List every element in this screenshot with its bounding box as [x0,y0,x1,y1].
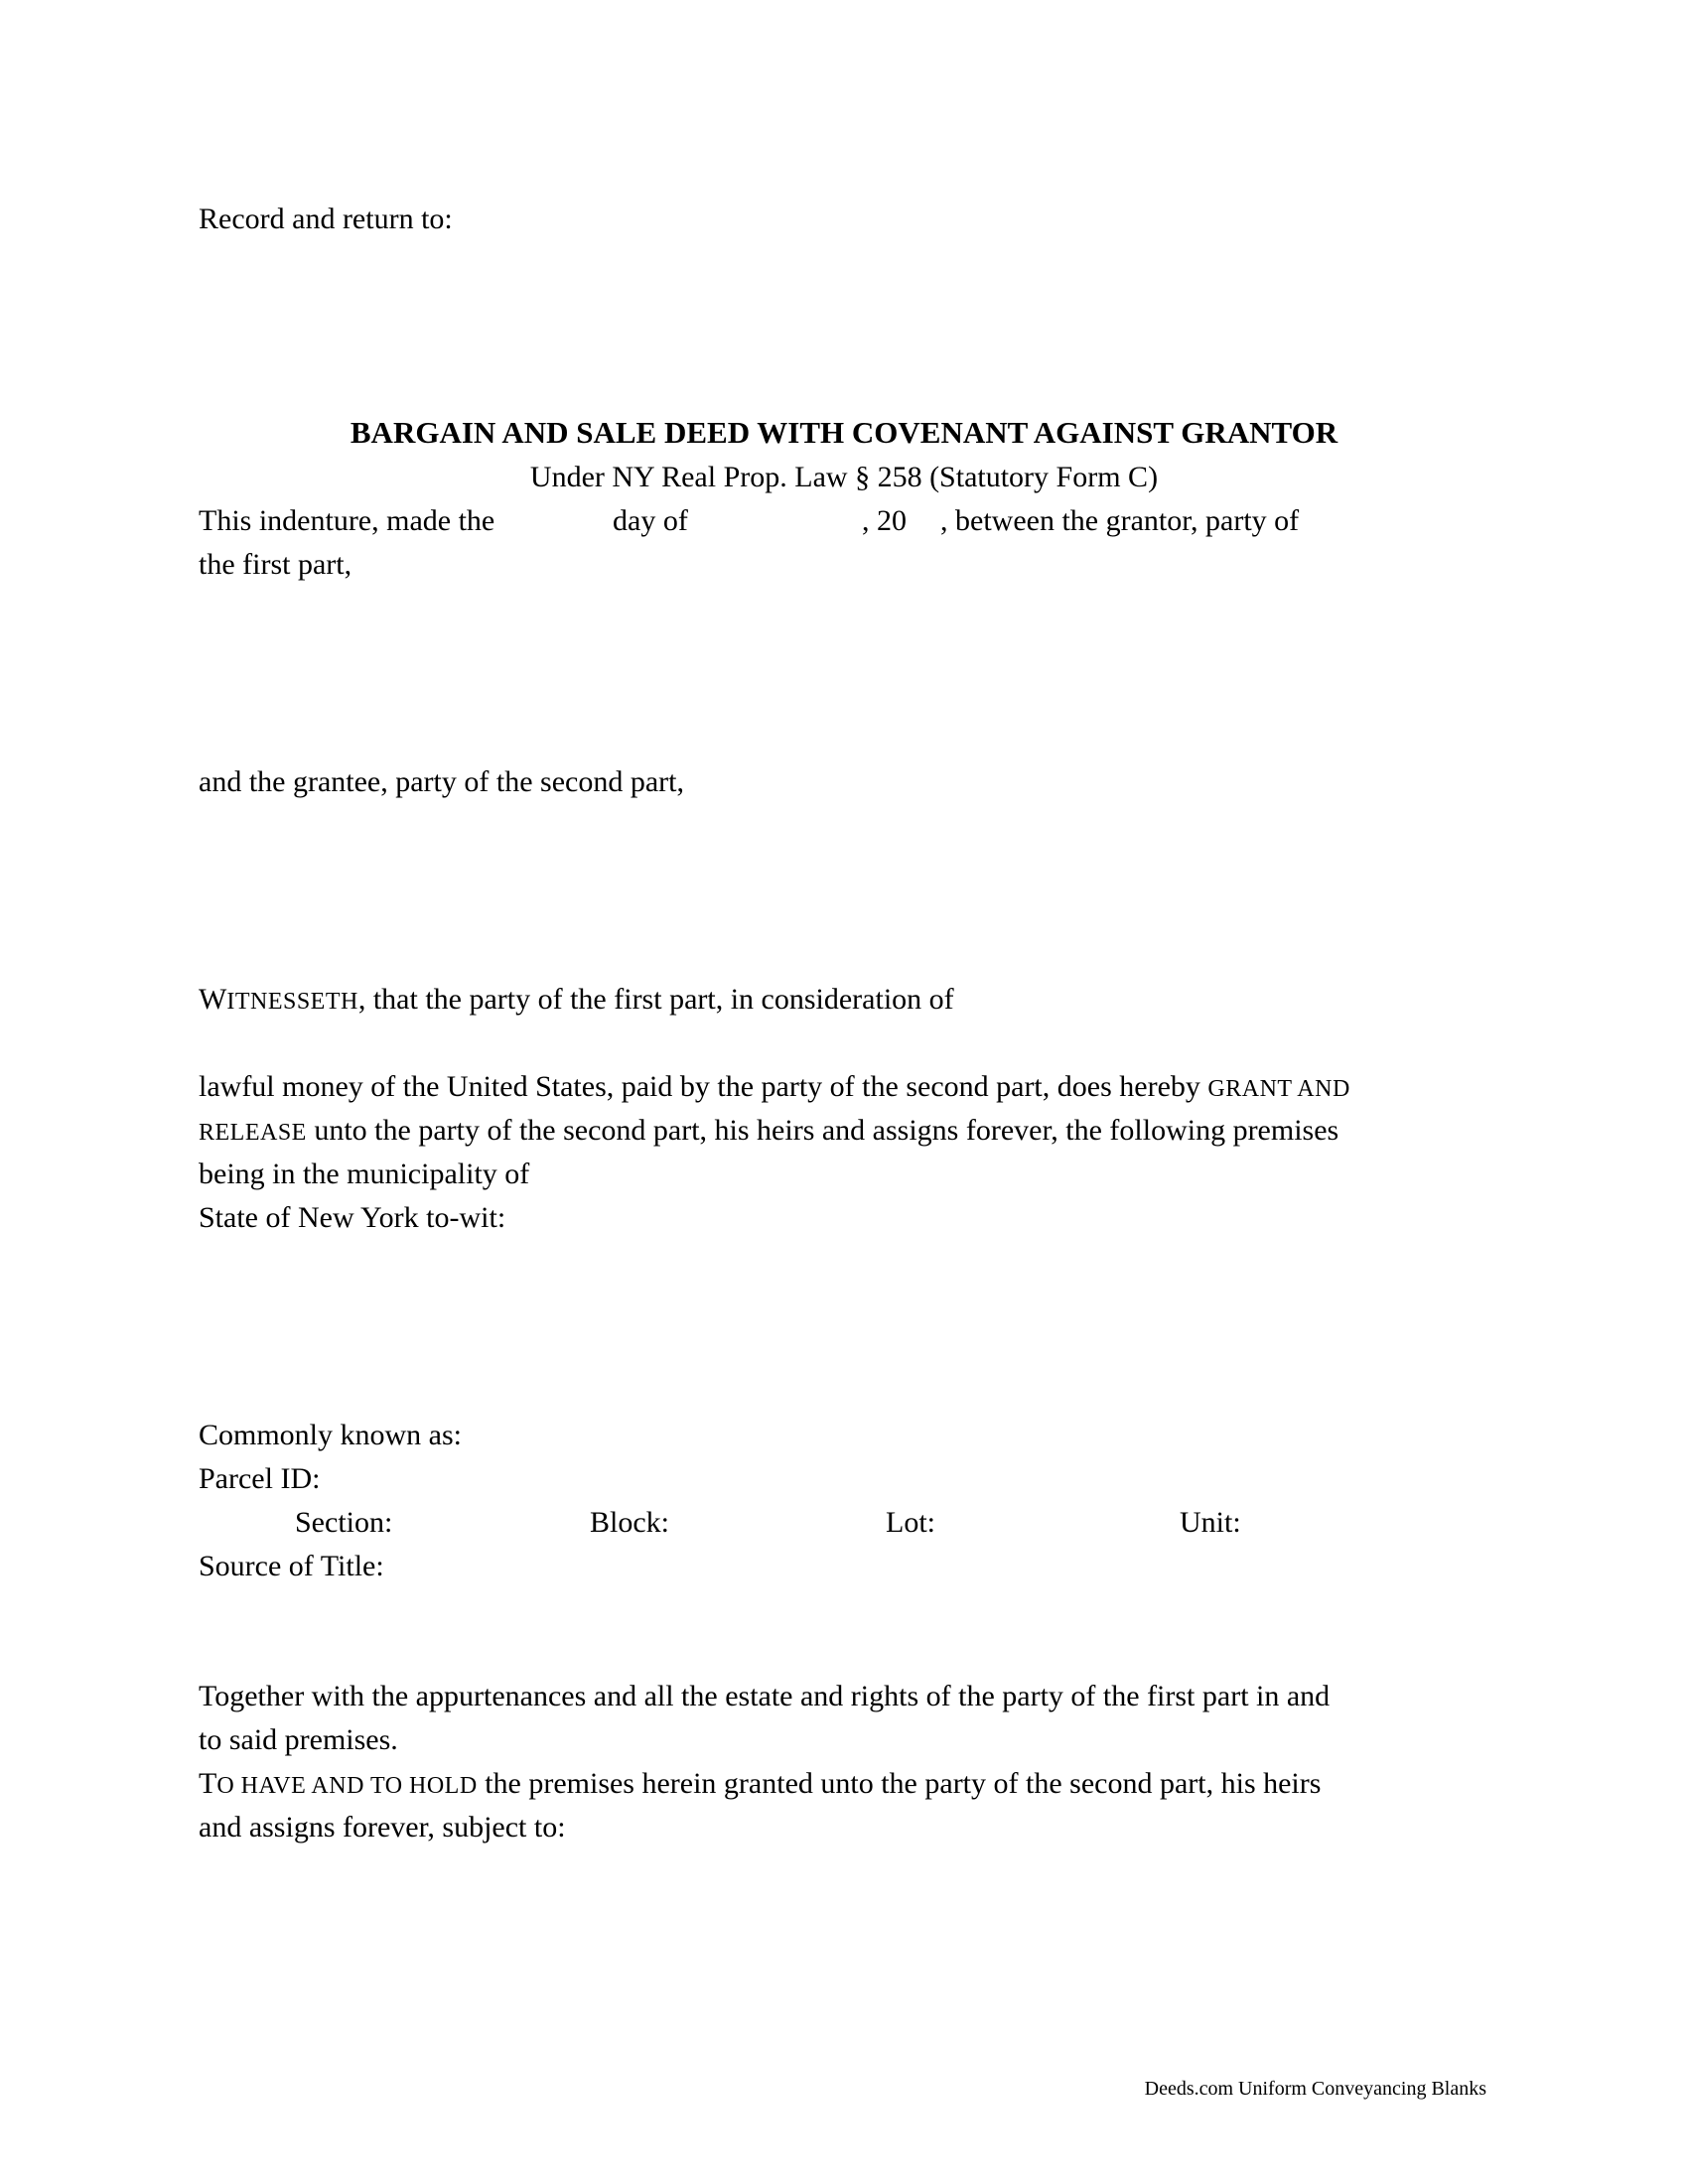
habendum-small-caps: O HAVE AND TO HOLD [216,1773,478,1799]
block-label: Block: [590,1506,669,1539]
grant-line-1 [199,1065,1350,1111]
grant-and-small-caps: GRANT AND [1207,1076,1350,1102]
habendum-line-2: and assigns forever, subject to: [199,1811,566,1843]
parcel-id-label: Parcel ID: [199,1462,321,1495]
habendum-initial: T [199,1767,217,1800]
witnesseth-initial: W [199,983,227,1016]
grant-line-2-text: unto the party of the second part, his heirs and assigns forever, the following premises [306,1114,1339,1147]
indenture-between: , between the grantor, party of [940,504,1300,537]
municipality-line: being in the municipality of [199,1158,530,1190]
section-label: Section: [295,1506,393,1539]
commonly-known-label: Commonly known as: [199,1419,463,1451]
unit-label: Unit: [1180,1506,1241,1539]
grant-line-2 [199,1109,1338,1155]
habendum-line-1 [199,1762,1321,1808]
witnesseth-small-caps: ITNESSETH [226,989,358,1015]
footer-credit: Deeds.com Uniform Conveyancing Blanks [1144,2078,1486,2100]
witnesseth-line [199,978,954,1024]
lot-label: Lot: [886,1506,935,1539]
deed-title: BARGAIN AND SALE DEED WITH COVENANT AGAINST GRANTOR [350,415,1338,450]
together-line-2: to said premises. [199,1723,398,1756]
habendum-line-1-text: the premises herein granted unto the party of the second part, his heirs [477,1767,1322,1800]
deed-subtitle: Under NY Real Prop. Law § 258 (Statutory Form C) [529,461,1159,493]
state-line: State of New York to-wit: [199,1201,506,1234]
indenture-first-part: the first part, [199,548,352,581]
together-line-1: Together with the appurtenances and all the estate and rights of the party of the first part in and [199,1680,1331,1712]
source-of-title-label: Source of Title: [199,1550,384,1582]
release-small-caps: RELEASE [199,1120,307,1146]
grantee-line: and the grantee, party of the second part, [199,765,684,798]
indenture-year: , 20 [862,504,907,537]
indenture-intro: This indenture, made the [199,504,495,537]
grant-line-1-text: lawful money of the United States, paid by the party of the second part, does hereby [199,1070,1208,1103]
witnesseth-text: , that the party of the first part, in consideration of [357,983,954,1016]
record-return-label: Record and return to: [199,203,453,235]
indenture-day-of: day of [613,504,688,537]
